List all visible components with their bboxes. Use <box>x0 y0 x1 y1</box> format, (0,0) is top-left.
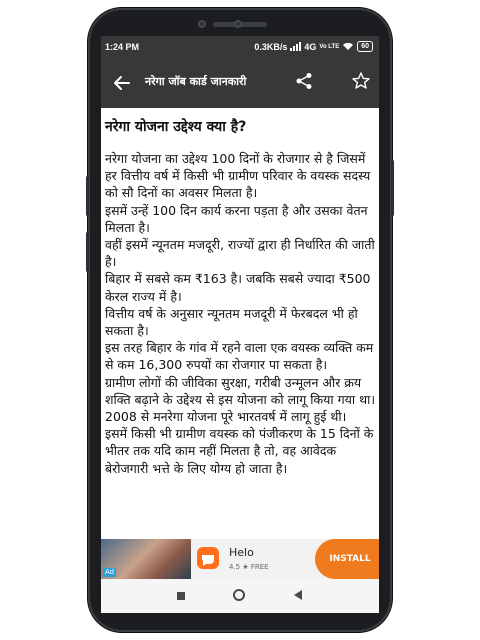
home-icon[interactable] <box>233 589 245 601</box>
wifi-icon <box>342 42 354 51</box>
volume-button <box>86 232 89 272</box>
article-paragraph: नरेगा योजना का उद्देश्य 100 दिनों के रोजगार से है जिसमें हर वित्तीय वर्ष में किसी भी ग्रामीण परिवार के वयस्क सदस्य को सौ दिनों का अवसर मिलता है। <box>105 151 371 201</box>
power-button <box>391 160 394 216</box>
sensor-icon <box>198 20 206 28</box>
helo-app-icon <box>197 547 219 569</box>
article-paragraph: इसमें उन्हें 100 दिन कार्य करना पड़ता है और उसका वेतन मिलता है। <box>105 202 368 235</box>
system-nav-bar <box>101 579 379 613</box>
article-paragraph: वहीं इसमें न्यूनतम मजदूरी, राज्यों द्वारा ही निर्धारित की जाती है। <box>105 237 375 270</box>
ad-image[interactable] <box>101 539 191 579</box>
app-bar <box>101 58 379 108</box>
back-icon[interactable] <box>294 590 302 600</box>
ad-banner[interactable] <box>101 539 379 579</box>
article-paragraph: इस तरह बिहार के गांव में रहने वाला एक वयस्क व्यक्ति कम से कम 16,300 रुपयों का रोजगार पा सकता है। <box>105 340 374 373</box>
ad-badge: Ad <box>105 568 115 576</box>
article-paragraph: वित्तीय वर्ष के अनुसार न्यूनतम मजदूरी में फेरबदल भी हो सकता है। <box>105 305 358 339</box>
article-paragraph: ग्रामीण लोगों की जीविका सुरक्षा, गरीबी उन्मूलन और क्रय शक्ति बढ़ाने के उद्देश्य से इस योजना को लागू किया गया था। <box>105 374 376 407</box>
ad-app-name: Helo <box>229 546 254 559</box>
network-type: 4G <box>304 41 317 52</box>
phone-screen <box>101 36 379 613</box>
battery-icon: 60 <box>357 41 373 52</box>
article-heading: नरेगा योजना उद्देश्य क्या है? <box>105 119 247 135</box>
ad-rating: 4.5 ★ FREE <box>229 563 269 571</box>
star-icon[interactable] <box>351 71 371 91</box>
status-time: 1:24 PM <box>105 42 140 52</box>
article-paragraph: बिहार में सबसे कम ₹163 है। जबकि सबसे ज्यादा ₹500 केरल राज्य में है। <box>105 271 371 304</box>
signal-icon <box>290 42 301 51</box>
front-camera-icon <box>234 20 242 28</box>
article-content <box>105 116 377 477</box>
volte-label: Vo LTE <box>319 43 340 50</box>
back-arrow-icon[interactable] <box>111 72 133 94</box>
article-paragraph: 2008 से मनरेगा योजना पूरे भारतवर्ष में लागू हुई थी। <box>105 409 347 425</box>
volume-button <box>86 176 89 216</box>
network-speed: 0.3KB/s <box>254 41 288 52</box>
recents-icon[interactable] <box>177 592 185 600</box>
install-button[interactable]: INSTALL <box>315 539 379 579</box>
share-icon[interactable] <box>295 72 313 90</box>
article-paragraph: इसमें किसी भी ग्रामीण वयस्क को पंजीकरण के 15 दिनों के भीतर तक यदि काम नहीं मिलता है तो, वह आवेदक बेरोजगारी भत्ते के लिए योग्य हो जाता है। <box>105 426 374 476</box>
page-title: नरेगा जॉब कार्ड जानकारी <box>145 75 247 88</box>
status-bar <box>101 36 379 58</box>
status-icons <box>254 41 373 52</box>
